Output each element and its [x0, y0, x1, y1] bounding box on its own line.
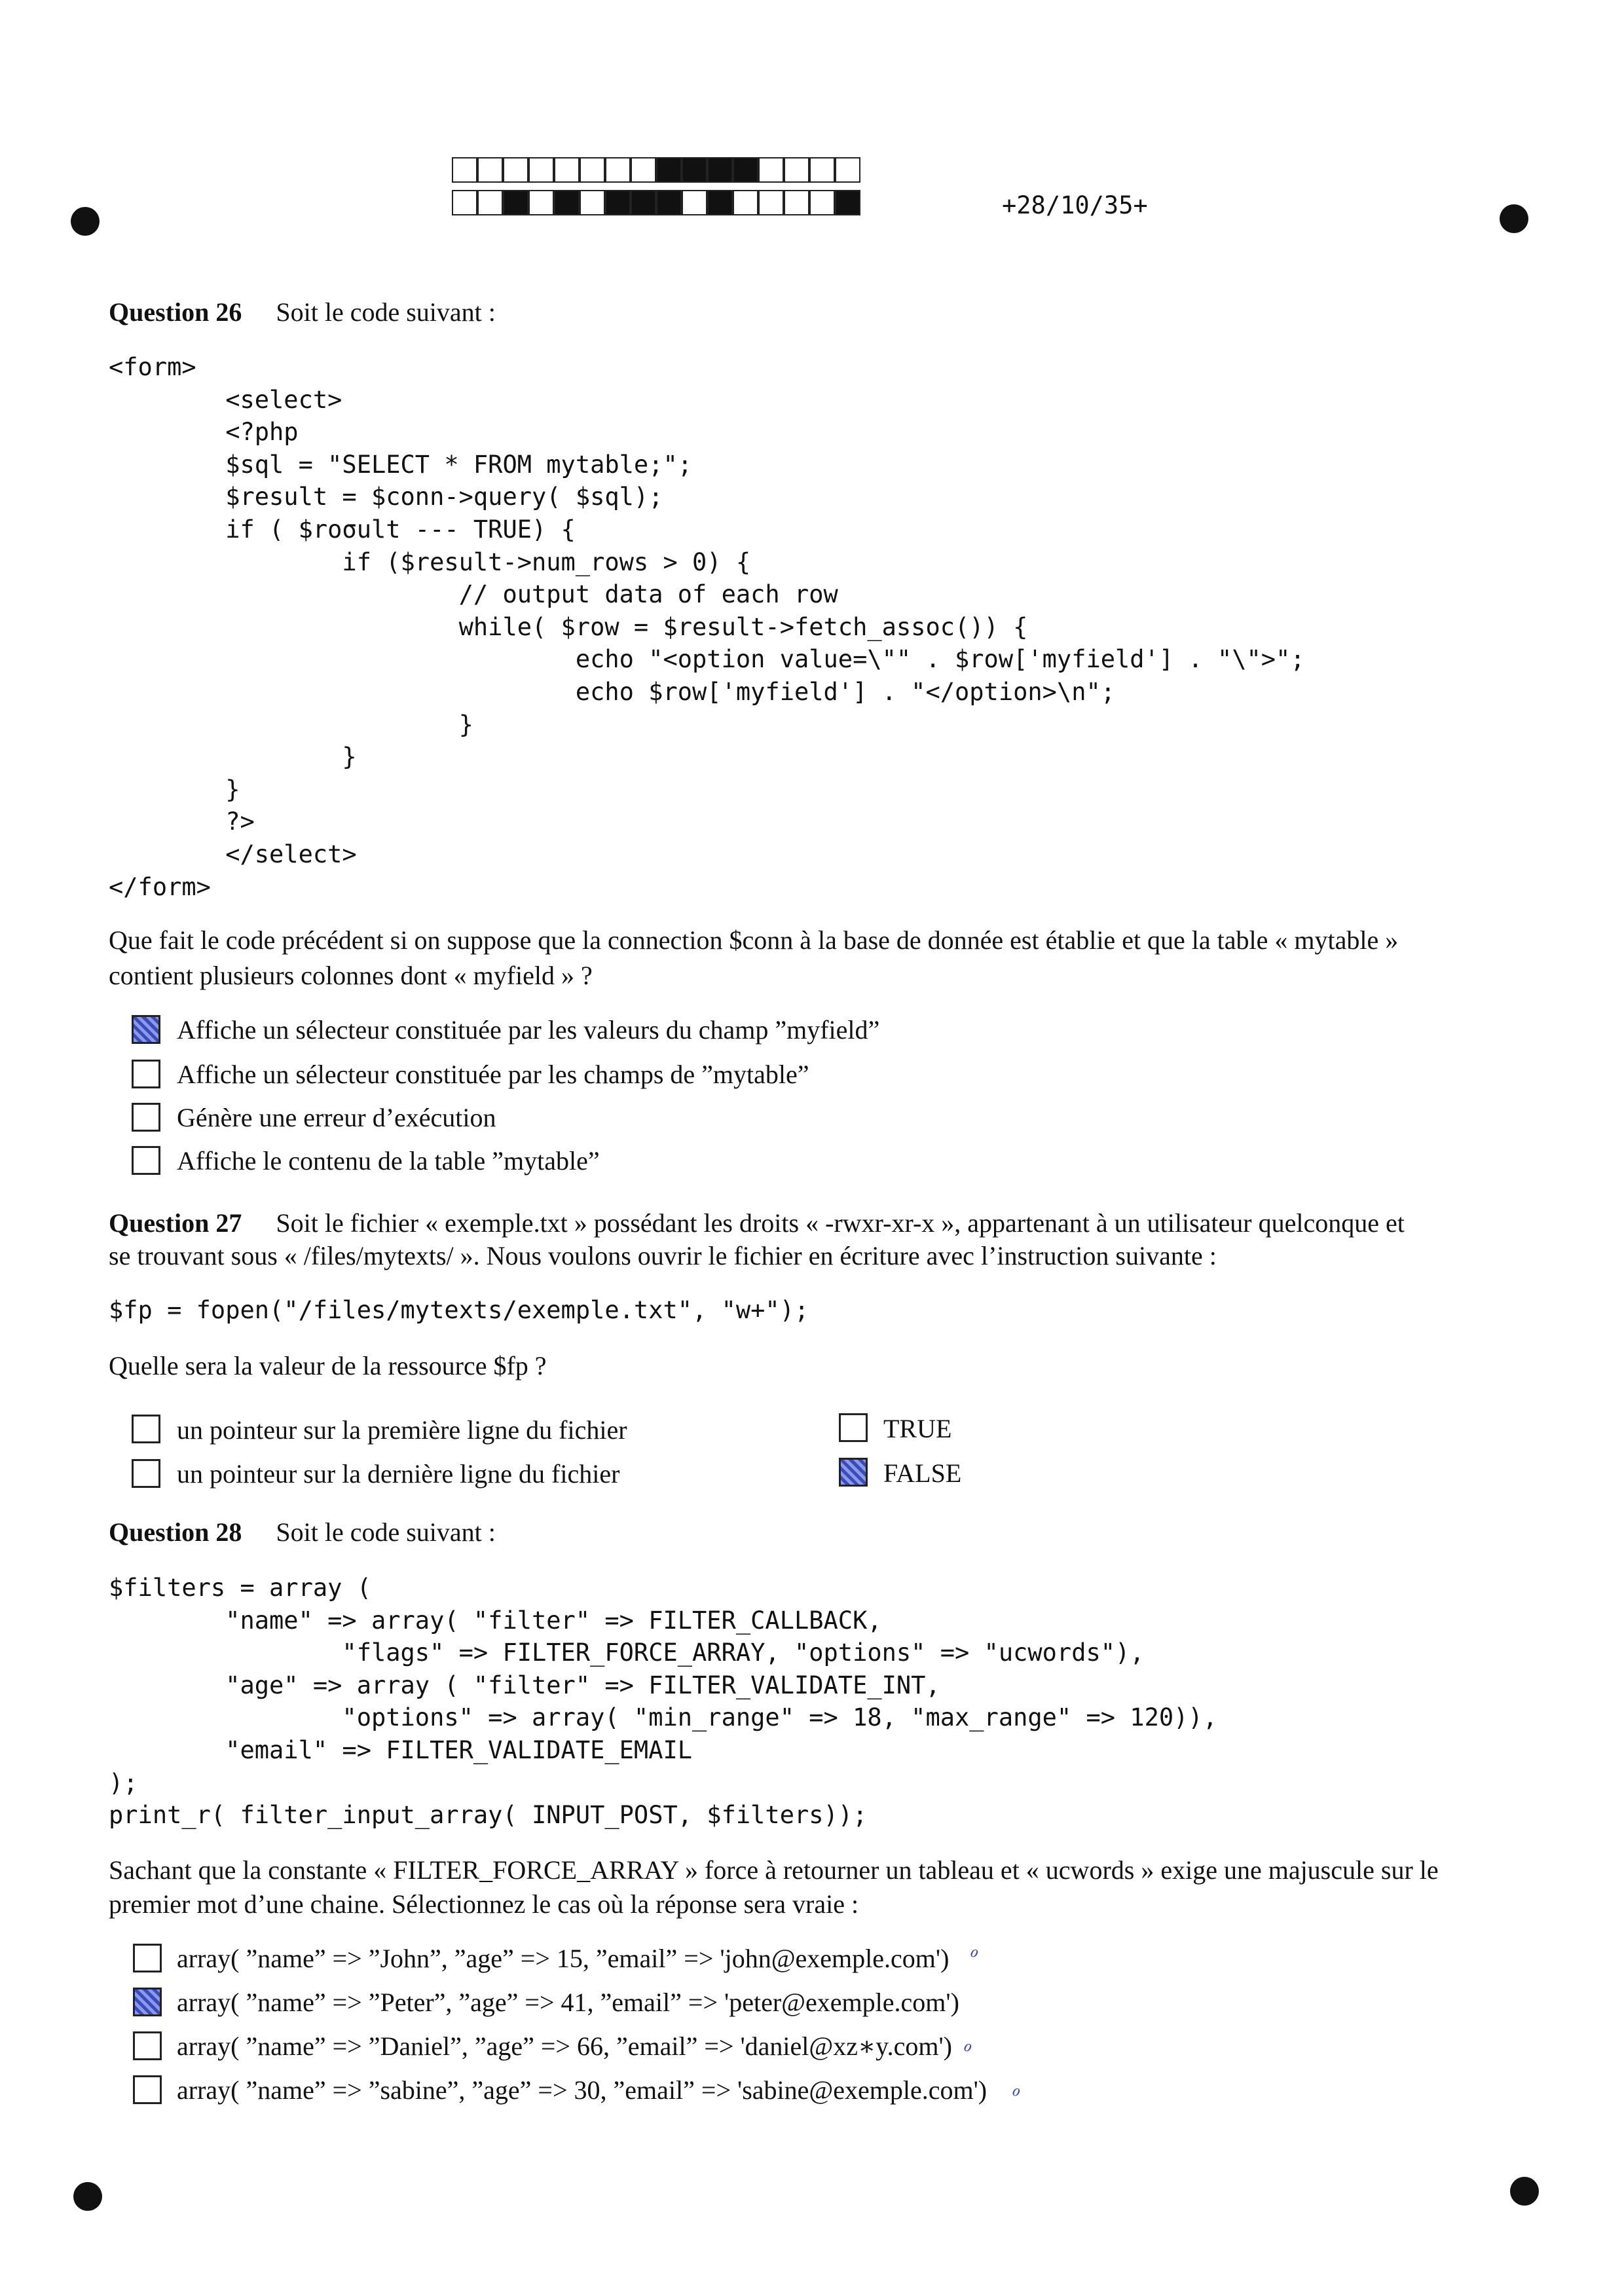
barcode-cell: [758, 157, 784, 183]
q28-option-4-annotation: ℴ: [1011, 2080, 1020, 2100]
q26-option-3-label: Génère une erreur d’exécution: [177, 1103, 496, 1132]
barcode-cell: [580, 190, 605, 215]
q27-option-1-label: un pointeur sur la première ligne du fichier: [177, 1415, 627, 1445]
q26-option-4-label: Affiche le contenu de la table ”mytable”: [177, 1146, 600, 1176]
q28-option-3-checkbox[interactable]: [133, 2031, 162, 2060]
q28-option-1-label: array( ”name” => ”John”, ”age” => 15, ”email” => 'john@exemple.com'): [177, 1944, 950, 1973]
q26-option-1-label: Affiche un sélecteur constituée par les valeurs du champ ”myfield”: [177, 1015, 880, 1045]
q26-option-3-checkbox[interactable]: [132, 1103, 160, 1132]
q26-option-1-checkbox[interactable]: [132, 1015, 160, 1044]
barcode-cell: [477, 157, 503, 183]
barcode-cell: [682, 190, 707, 215]
q28-heading: [109, 1515, 496, 1549]
q28-question-line-2: premier mot d’une chaine. Sélectionnez le cas où la réponse sera vraie :: [109, 1889, 859, 1919]
barcode-cell: [809, 157, 835, 183]
q28-option-1-checkbox[interactable]: [133, 1944, 162, 1972]
q26-option-4-checkbox[interactable]: [132, 1146, 160, 1175]
registration-dot-bottom-right: [1510, 2177, 1539, 2206]
barcode-cell: [554, 190, 580, 215]
barcode-cell: [733, 190, 758, 215]
q28-option-4-label: array( ”name” => ”sabine”, ”age” => 30, ”email” => 'sabine@exemple.com'): [177, 2075, 987, 2105]
q27-option-2-checkbox[interactable]: [132, 1459, 160, 1488]
q28-question-line-1: Sachant que la constante « FILTER_FORCE_ARRAY » force à retourner un tableau et « ucwords » exige une majuscule sur le: [109, 1855, 1439, 1885]
q26-option-2-label: Affiche un sélecteur constituée par les champs de ”mytable”: [177, 1060, 809, 1089]
q28-option-2-label: array( ”name” => ”Peter”, ”age” => 41, ”email” => 'peter@exemple.com'): [177, 1988, 959, 2017]
q28-code: $filters = array ( "name" => array( "filter" => FILTER_CALLBACK, "flags" => FILTER_FORCE_ARRAY, "options" => "ucwords"), "age" => array ( "filter" => FILTER_VALIDATE_INT, "options" => array( "min_range" => 18, "max_range" => 120)), "email" => FILTER_VALIDATE_EMAIL ); print_r( filter_input_array( INPUT_POST, $filters));: [109, 1574, 1217, 1830]
barcode-cell: [758, 190, 784, 215]
barcode-cell: [528, 157, 554, 183]
barcode-cell: [528, 190, 554, 215]
q27-option-2-label: un pointeur sur la dernière ligne du fichier: [177, 1459, 620, 1489]
barcode-cell: [631, 190, 656, 215]
barcode-cell: [733, 157, 758, 183]
q28-intro: Soit le code suivant :: [276, 1517, 496, 1547]
barcode-cell: [452, 157, 477, 183]
barcode-cell: [707, 190, 733, 215]
barcode-row-2: [452, 190, 860, 215]
q28-option-4-checkbox[interactable]: [133, 2075, 162, 2104]
q27-option-4-label: FALSE: [883, 1458, 962, 1488]
barcode-cell: [656, 190, 682, 215]
barcode-cell: [835, 157, 860, 183]
q28-title: Question 28: [109, 1517, 242, 1547]
barcode-cell: [477, 190, 503, 215]
barcode-cell: [605, 157, 631, 183]
q27-option-3-checkbox[interactable]: [839, 1413, 868, 1442]
page-id: +28/10/35+: [1002, 191, 1148, 219]
q27-statement: Soit le fichier « exemple.txt » possédant les droits « -rwxr-xr-x », appartenant à un utilisateur quelconque et: [276, 1208, 1405, 1238]
barcode-cell: [580, 157, 605, 183]
registration-dot-top-right: [1500, 204, 1528, 233]
q26-heading: [109, 295, 496, 329]
q27-line-2: se trouvant sous « /files/mytexts/ ». Nous voulons ouvrir le fichier en écriture avec l’instruction suivante :: [109, 1241, 1217, 1270]
q28-option-1-annotation: ℴ: [969, 1941, 978, 1961]
q27-option-1-checkbox[interactable]: [132, 1415, 160, 1443]
q26-code: <form> <select> <?php $sql = "SELECT * FROM mytable;"; $result = $conn->query( $sql); if ( $roσult --- TRUE) { if ($result->num_rows > 0) { // output data of each row while( $row = $result->fetch_assoc()) { echo "<option value=\"" . $row['myfield'] . "\">"; echo $row['myfield'] . "</option>\n"; } } } ?> </select> </form>: [109, 353, 1305, 901]
q26-option-2-checkbox[interactable]: [132, 1060, 160, 1088]
barcode-cell: [835, 190, 860, 215]
barcode-row-1: [452, 157, 860, 183]
q27-line-1: [109, 1206, 1405, 1240]
registration-dot-top-left: [71, 207, 100, 236]
barcode-cell: [605, 190, 631, 215]
q28-option-3-label: array( ”name” => ”Daniel”, ”age” => 66, ”email” => 'daniel@xz∗y.com'): [177, 2031, 952, 2061]
barcode-cell: [682, 157, 707, 183]
q27-code: $fp = fopen("/files/mytexts/exemple.txt", "w+");: [109, 1296, 809, 1324]
q26-question-line-1: Que fait le code précédent si on suppose que la connection $conn à la base de donnée est établie et que la table « mytable »: [109, 925, 1399, 955]
q28-option-3-annotation: ℴ: [963, 2035, 971, 2056]
q26-title: Question 26: [109, 297, 242, 327]
q27-title: Question 27: [109, 1208, 242, 1238]
q26-question-line-2: contient plusieurs colonnes dont « myfield » ?: [109, 961, 593, 990]
q26-intro: Soit le code suivant :: [276, 297, 496, 327]
barcode-cell: [554, 157, 580, 183]
barcode-cell: [452, 190, 477, 215]
barcode-cell: [707, 157, 733, 183]
q27-question: Quelle sera la valeur de la ressource $fp ?: [109, 1351, 547, 1380]
q28-option-2-checkbox[interactable]: [133, 1988, 162, 2016]
q27-option-3-label: TRUE: [883, 1414, 952, 1443]
barcode-cell: [784, 157, 809, 183]
barcode-cell: [631, 157, 656, 183]
barcode-cell: [784, 190, 809, 215]
barcode-cell: [503, 157, 528, 183]
barcode-cell: [809, 190, 835, 215]
barcode-cell: [503, 190, 528, 215]
barcode-cell: [656, 157, 682, 183]
q27-option-4-checkbox[interactable]: [839, 1458, 868, 1487]
registration-dot-bottom-left: [73, 2182, 102, 2211]
